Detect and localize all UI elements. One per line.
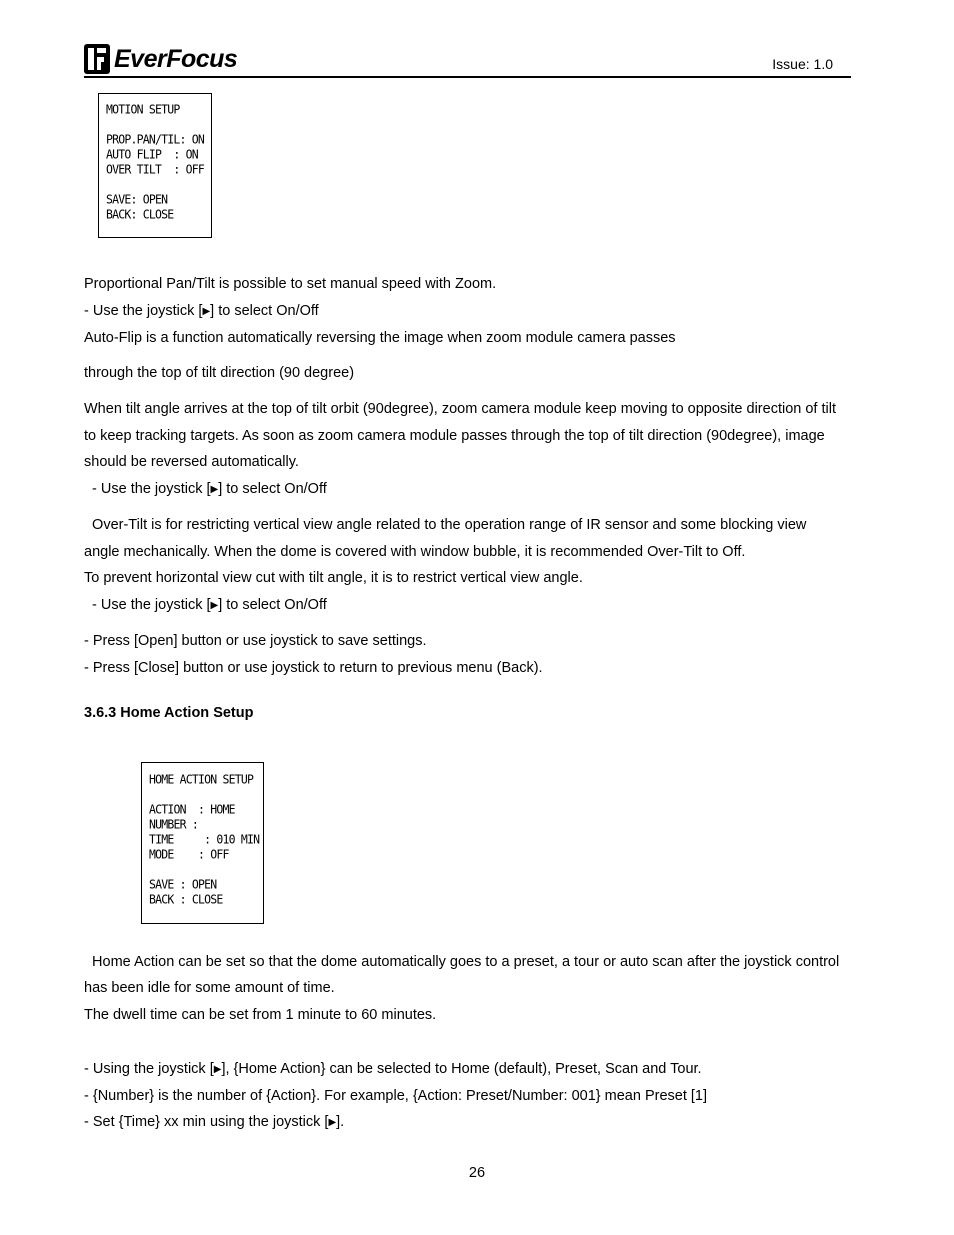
paragraph: angle mechanically. When the dome is covered with window bubble, it is recommended Over-Tilt to Off. — [84, 544, 746, 560]
paragraph: - Press [Close] button or use joystick to return to previous menu (Back). — [84, 660, 543, 676]
paragraph: should be reversed automatically. — [84, 454, 299, 470]
paragraph: to keep tracking targets. As soon as zoom camera module passes through the top of tilt direction (90degree), image — [84, 428, 825, 444]
home-action-setup-osd-menu — [141, 762, 264, 924]
paragraph: - {Number} is the number of {Action}. For example, {Action: Preset/Number: 001} mean Preset [1] — [84, 1088, 708, 1104]
paragraph: - Use the joystick [▶] to select On/Off — [84, 303, 319, 319]
paragraph: through the top of tilt direction (90 degree) — [84, 365, 355, 381]
right-triangle-icon: ▶ — [210, 600, 219, 611]
osd-title: HOME ACTION SETUP — [149, 771, 254, 787]
motion-setup-osd-menu — [98, 93, 212, 238]
osd-line: ACTION : HOME — [149, 801, 235, 817]
paragraph: - Use the joystick [▶] to select On/Off — [84, 597, 327, 613]
osd-line: PROP.PAN/TIL: ON — [106, 131, 204, 147]
paragraph: - Using the joystick [▶], {Home Action} can be selected to Home (default), Preset, Scan and Tour. — [84, 1061, 702, 1077]
paragraph: When tilt angle arrives at the top of tilt orbit (90degree), zoom camera module keep moving to opposite direction of tilt — [84, 401, 836, 417]
paragraph: Home Action can be set so that the dome automatically goes to a preset, a tour or auto scan after the joystick control — [84, 954, 840, 970]
osd-back: BACK : CLOSE — [149, 891, 223, 907]
logo-text: EverFocus — [114, 45, 238, 73]
paragraph: Over-Tilt is for restricting vertical view angle related to the operation range of IR sensor and some blocking view — [84, 517, 807, 533]
paragraph: Auto-Flip is a function automatically reversing the image when zoom module camera passes — [84, 330, 676, 346]
right-triangle-icon: ▶ — [202, 306, 211, 317]
right-triangle-icon: ▶ — [328, 1117, 337, 1128]
page-header — [84, 40, 851, 78]
page-number: 26 — [468, 1165, 486, 1181]
everfocus-logo — [84, 43, 237, 75]
issue-label: Issue: 1.0 — [772, 56, 833, 72]
paragraph: To prevent horizontal view cut with tilt angle, it is to restrict vertical view angle. — [84, 570, 583, 586]
osd-back: BACK: CLOSE — [106, 206, 174, 222]
osd-line: NUMBER : — [149, 816, 198, 832]
right-triangle-icon: ▶ — [213, 1064, 222, 1075]
paragraph: - Press [Open] button or use joystick to save settings. — [84, 633, 427, 649]
everfocus-logo-icon — [84, 44, 110, 74]
paragraph: Proportional Pan/Tilt is possible to set manual speed with Zoom. — [84, 276, 497, 292]
osd-title: MOTION SETUP — [106, 101, 180, 117]
right-triangle-icon: ▶ — [210, 484, 219, 495]
osd-line: TIME : 010 MIN — [149, 831, 260, 847]
osd-save: SAVE : OPEN — [149, 876, 217, 892]
osd-save: SAVE: OPEN — [106, 191, 168, 207]
osd-line: MODE : OFF — [149, 846, 229, 862]
section-heading: 3.6.3 Home Action Setup — [84, 705, 254, 721]
osd-line: AUTO FLIP : ON — [106, 146, 198, 162]
paragraph: The dwell time can be set from 1 minute to 60 minutes. — [84, 1007, 437, 1023]
paragraph: has been idle for some amount of time. — [84, 980, 335, 996]
osd-line: OVER TILT : OFF — [106, 161, 204, 177]
paragraph: - Set {Time} xx min using the joystick [▶]. — [84, 1114, 345, 1130]
paragraph: - Use the joystick [▶] to select On/Off — [84, 481, 327, 497]
